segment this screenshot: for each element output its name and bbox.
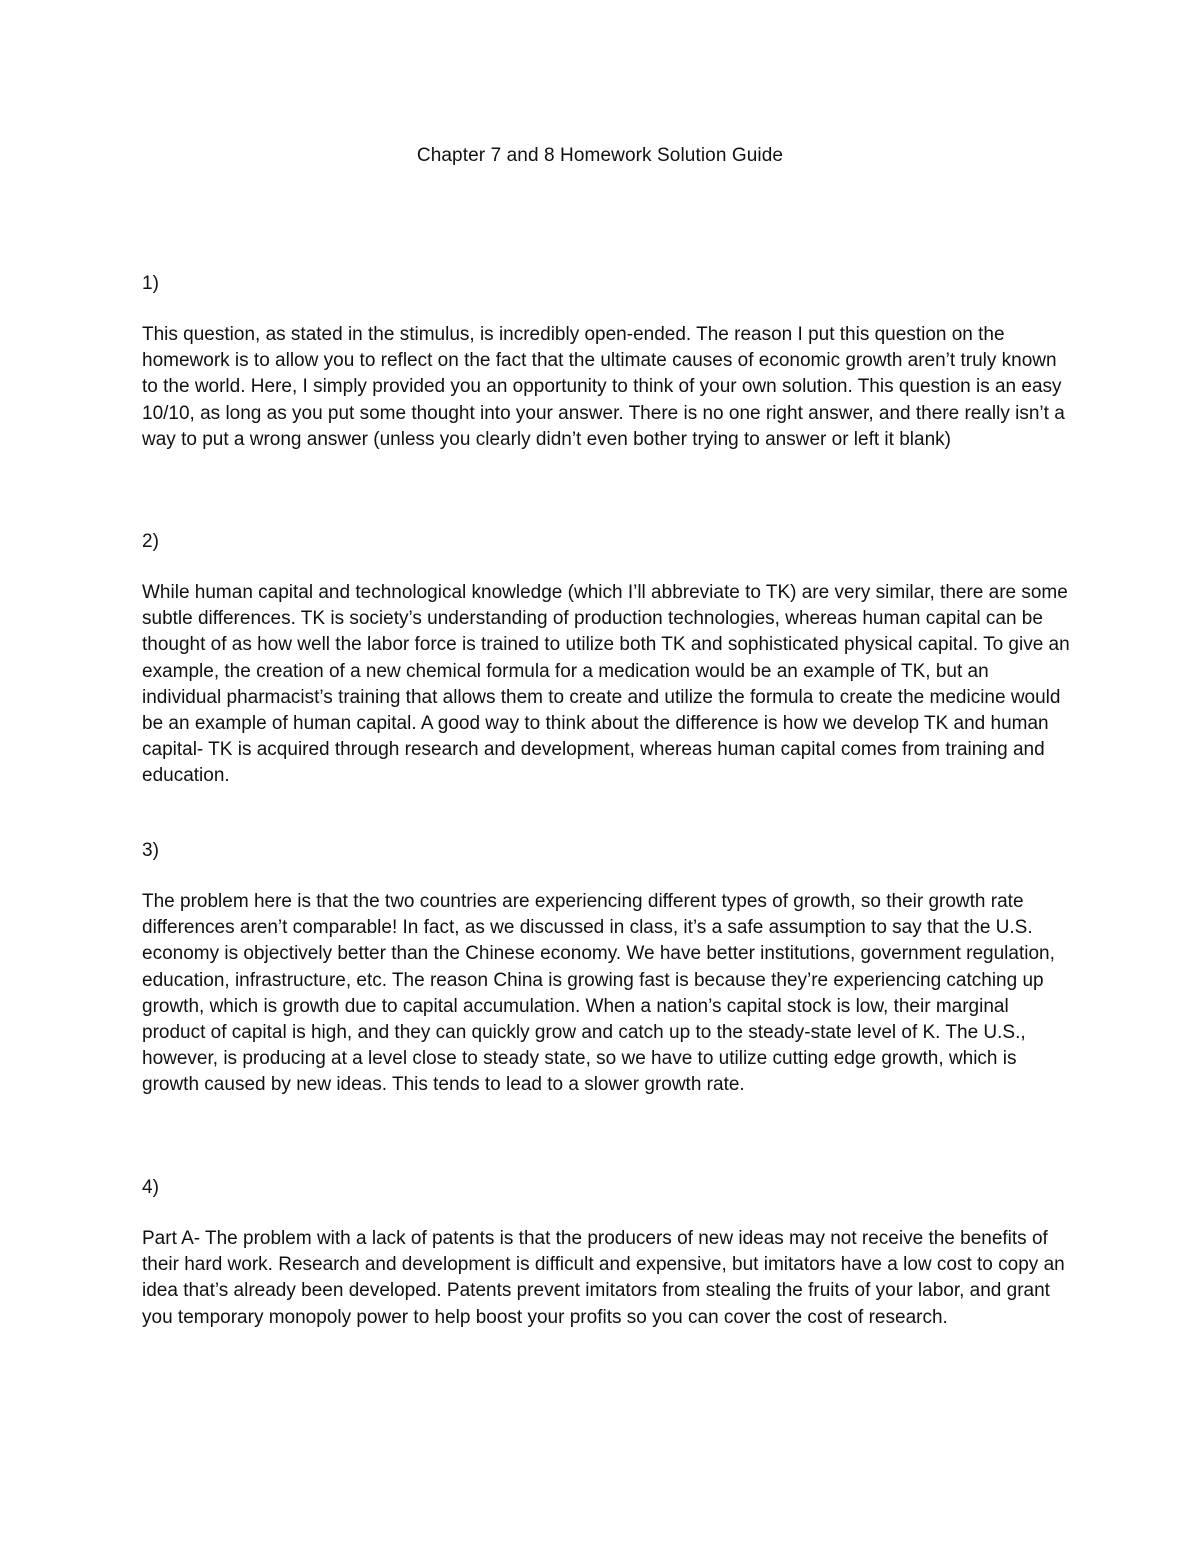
answer-text: The problem here is that the two countries are experiencing different types of growth, so their growth rate differences aren’t comparable! In fact, as we discussed in class, it’s a safe assumption to say that the U.S. economy is objectively better than the Chinese economy. We have better institutions, government regulation, education, infrastructure, etc. The reason China is growing fast is because they’re experiencing catching up growth, which is growth due to capital accumulation. When a nation’s capital stock is low, their marginal product of capital is high, and they can quickly grow and catch up to the steady-state level of K. The U.S., however, is producing at a level close to steady state, so we have to utilize cutting edge growth, which is growth caused by new ideas. This tends to lead to a slower growth rate. <box>142 891 1055 1096</box>
question-2 <box>142 529 1072 790</box>
question-number: 2) <box>142 531 159 552</box>
question-number: 1) <box>142 273 159 294</box>
question-1 <box>142 271 1072 453</box>
answer-text: Part A- The problem with a lack of patents is that the producers of new ideas may not receive the benefits of their hard work. Research and development is difficult and expensive, but imitators have a low cost to copy an idea that’s already been developed. Patents prevent imitators from stealing the fruits of your labor, and grant you temporary monopoly power to help boost your profits so you can cover the cost of research. <box>142 1228 1065 1328</box>
question-4 <box>142 1175 1072 1331</box>
answer-text: While human capital and technological knowledge (which I’ll abbreviate to TK) are very similar, there are some subtle differences. TK is society’s understanding of production technologies, whereas human capital can be thought of as how well the labor force is trained to utilize both TK and sophisticated physical capital. To give an example, the creation of a new chemical formula for a medication would be an example of TK, but an individual pharmacist’s training that allows them to create and utilize the formula to create the medicine would be an example of human capital. A good way to think about the difference is how we develop TK and human capital- TK is acquired through research and development, whereas human capital comes from training and education. <box>142 582 1070 787</box>
question-3 <box>142 838 1072 1099</box>
answer-text: This question, as stated in the stimulus, is incredibly open-ended. The reason I put this question on the homework is to allow you to reflect on the fact that the ultimate causes of economic growth aren’t truly known to the world. Here, I simply provided you an opportunity to think of your own solution. This question is an easy 10/10, as long as you put some thought into your answer. There is no one right answer, and there really isn’t a way to put a wrong answer (unless you clearly didn’t even bother trying to answer or left it blank) <box>142 324 1065 450</box>
question-number: 3) <box>142 840 159 861</box>
document-title: Chapter 7 and 8 Homework Solution Guide <box>416 145 784 166</box>
question-number: 4) <box>142 1177 159 1198</box>
